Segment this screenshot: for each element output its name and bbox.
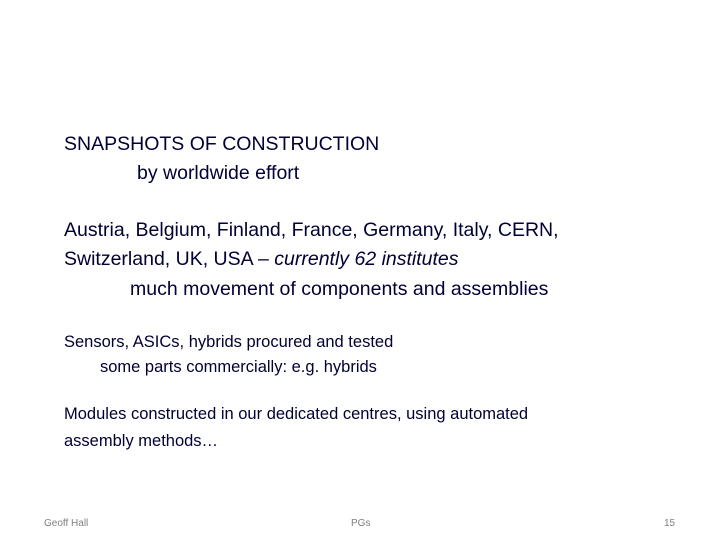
- sensors-line-1: Sensors, ASICs, hybrids procured and tested: [64, 333, 394, 351]
- countries-line-3: much movement of components and assemblies: [130, 278, 549, 300]
- countries-line-1: Austria, Belgium, Finland, France, Germany, Italy, CERN,: [64, 219, 559, 241]
- sensors-line-2: some parts commercially: e.g. hybrids: [100, 358, 377, 376]
- footer-center-text: PGs: [351, 518, 371, 529]
- page-number: 15: [664, 518, 676, 529]
- modules-line-2: assembly methods…: [64, 432, 219, 450]
- countries-line-2: [64, 246, 459, 272]
- countries-line-2-text: Switzerland, UK, USA –: [64, 248, 275, 270]
- heading-line-1: SNAPSHOTS OF CONSTRUCTION: [64, 133, 380, 155]
- footer-author: Geoff Hall: [44, 518, 89, 529]
- modules-line-1: Modules constructed in our dedicated centres, using automated: [64, 405, 529, 423]
- heading-line-2: by worldwide effort: [137, 162, 300, 184]
- institutes-count-text: currently 62 institutes: [274, 248, 459, 270]
